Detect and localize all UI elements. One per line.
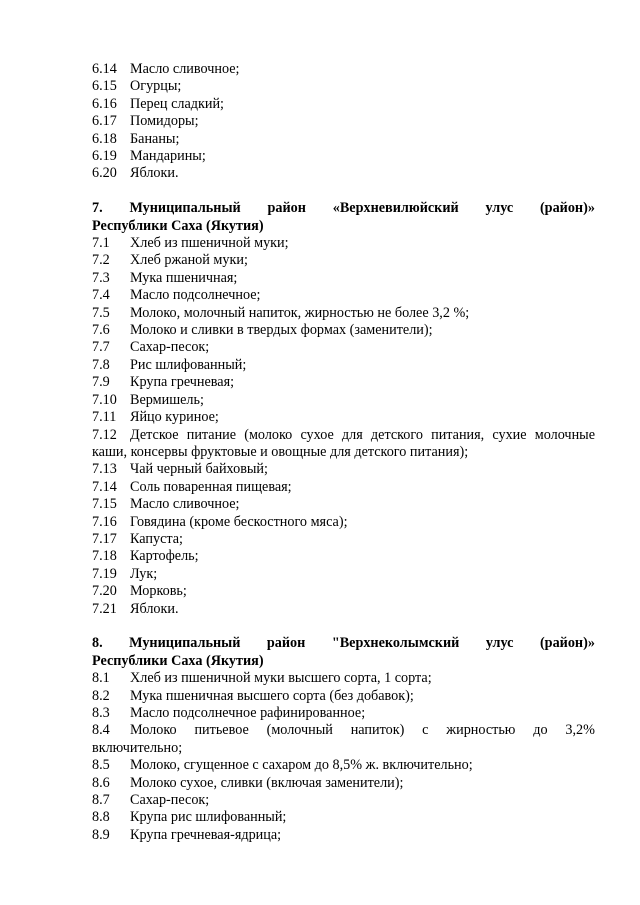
wrapped-first-line: [92, 722, 595, 739]
list-item: [92, 583, 595, 600]
list-item: [92, 78, 595, 95]
item-number: 6.20: [92, 165, 117, 182]
item-number: 7.12: [92, 426, 117, 443]
list-item: [92, 165, 595, 182]
heading-word: «Верхневилюйский: [332, 200, 459, 217]
list-item: [92, 809, 595, 826]
item-number: 7.21: [92, 600, 117, 617]
item-number: 8.4: [92, 722, 110, 739]
item-text: Крупа гречневая;: [130, 374, 235, 391]
item-text: Яблоки.: [130, 600, 179, 617]
item-number: 7.13: [92, 461, 117, 478]
heading-word: улус: [485, 200, 514, 217]
item-number: 7.16: [92, 513, 117, 530]
heading-word: Муниципальный: [129, 200, 241, 217]
item-number: 8.3: [92, 705, 110, 721]
item-text: Перец сладкий;: [130, 95, 224, 112]
item-text: Морковь;: [130, 583, 187, 600]
item-number: 8.1: [92, 670, 110, 687]
section-8-list: [92, 670, 595, 844]
list-item: [92, 461, 595, 478]
item-text: Масло сливочное;: [130, 61, 240, 77]
item-number: 6.18: [92, 130, 117, 147]
document-content: [92, 61, 595, 844]
heading-line: [92, 635, 595, 652]
heading-word: 8.: [92, 635, 103, 652]
list-item: [92, 287, 595, 304]
list-item: [92, 705, 595, 722]
section-7-list: [92, 235, 595, 618]
item-text: Помидоры;: [130, 113, 199, 130]
item-number: 8.2: [92, 687, 110, 704]
heading-word: район: [266, 635, 306, 652]
heading-word: (район)»: [539, 200, 595, 217]
item-number: 7.11: [92, 409, 117, 426]
heading-word: улус: [485, 635, 514, 652]
heading-line: [92, 200, 595, 217]
item-text: Рис шлифованный;: [130, 356, 247, 373]
item-number: 7.10: [92, 391, 117, 408]
wrapped-first-line: [92, 427, 595, 444]
item-number: 7.19: [92, 565, 117, 582]
list-item: [92, 548, 595, 565]
item-text: Чай черный байховый;: [130, 461, 268, 478]
item-word: 3,2%: [565, 722, 595, 739]
item-text: Мука пшеничная;: [130, 269, 238, 286]
item-number: 7.3: [92, 269, 110, 286]
item-text: Яблоки.: [130, 165, 179, 182]
item-text: Молоко, молочный напиток, жирностью не более 3,2 %;: [130, 304, 470, 321]
item-text: Крупа гречневая-ядрица;: [130, 826, 282, 843]
item-text: Хлеб из пшеничной муки высшего сорта, 1 сорта;: [130, 670, 432, 687]
list-item: [92, 775, 595, 792]
item-number: 8.9: [92, 826, 110, 843]
item-word: (молочный: [266, 722, 333, 739]
list-item: [92, 792, 595, 809]
item-number: 7.6: [92, 322, 110, 339]
item-text-continuation: каши, консервы фруктовые и овощные для детского питания);: [92, 443, 469, 460]
item-number: 7.5: [92, 304, 110, 321]
heading-word: Муниципальный: [129, 635, 241, 652]
item-text: Капуста;: [130, 530, 183, 547]
item-word: до: [533, 722, 548, 739]
item-text: Сахар-песок;: [130, 792, 210, 809]
item-text: Масло подсолнечное;: [130, 287, 261, 304]
list-item: [92, 61, 595, 78]
list-item: [92, 252, 595, 269]
item-text: Молоко и сливки в твердых формах (заменители);: [130, 322, 433, 339]
list-item: [92, 235, 595, 252]
item-number: 7.15: [92, 496, 117, 513]
item-text: Бананы;: [130, 130, 180, 147]
heading-line: Республики Саха (Якутия): [92, 652, 264, 669]
item-number: 7.1: [92, 235, 110, 252]
item-text: Лук;: [130, 565, 158, 582]
heading-word: район: [267, 200, 306, 217]
item-word: питьевое: [194, 722, 249, 739]
item-text: Хлеб ржаной муки;: [130, 252, 248, 269]
item-word: Молоко: [130, 722, 177, 739]
item-number: 7.7: [92, 339, 110, 356]
list-item: [92, 601, 595, 618]
item-number: 6.14: [92, 61, 117, 77]
list-item: [92, 531, 595, 548]
item-text: Вермишель;: [130, 391, 204, 408]
item-text: Масло сливочное;: [130, 496, 240, 513]
item-text: Мандарины;: [130, 148, 206, 165]
heading-line: Республики Саха (Якутия): [92, 217, 264, 234]
item-text: Сахар-песок;: [130, 339, 210, 356]
list-item: [92, 496, 595, 513]
list-item: [92, 339, 595, 356]
item-text: Огурцы;: [130, 78, 182, 95]
item-number: 8.8: [92, 809, 110, 826]
item-text: Детское питание (молоко сухое для детского питания, сухие молочные: [130, 426, 595, 443]
item-number: 7.14: [92, 478, 117, 495]
list-item: [92, 148, 595, 165]
list-item-wrapped: [92, 427, 595, 462]
list-item: [92, 670, 595, 687]
blank-line: [92, 618, 595, 635]
item-text: Масло подсолнечное рафинированное;: [130, 705, 366, 721]
list-item: [92, 96, 595, 113]
item-text-continuation: включительно;: [92, 739, 183, 756]
item-text: Крупа рис шлифованный;: [130, 809, 287, 826]
heading-word: 7.: [92, 200, 103, 217]
list-item: [92, 305, 595, 322]
list-item: [92, 270, 595, 287]
list-item-wrapped: [92, 722, 595, 757]
section-6-list: [92, 61, 595, 183]
item-text: Картофель;: [130, 548, 199, 565]
item-number: 7.4: [92, 287, 110, 304]
item-text: Молоко, сгущенное с сахаром до 8,5% ж. включительно;: [130, 757, 473, 774]
item-word: с: [422, 722, 429, 739]
item-text: Хлеб из пшеничной муки;: [130, 235, 289, 252]
list-item: [92, 322, 595, 339]
heading-word: (район)»: [539, 635, 595, 652]
section-8-heading: [92, 635, 595, 670]
item-number: 7.2: [92, 252, 110, 269]
list-item: [92, 409, 595, 426]
list-item: [92, 688, 595, 705]
item-number: 6.16: [92, 95, 117, 112]
item-number: 8.6: [92, 774, 110, 791]
item-text: Молоко сухое, сливки (включая заменители);: [130, 774, 404, 791]
item-text: Говядина (кроме бескостного мяса);: [130, 513, 348, 530]
item-word: жирностью: [446, 722, 516, 739]
list-item: [92, 392, 595, 409]
item-number: 6.19: [92, 148, 117, 165]
list-item: [92, 357, 595, 374]
list-item: [92, 374, 595, 391]
list-item: [92, 757, 595, 774]
item-number: 8.5: [92, 757, 110, 774]
heading-word: "Верхнеколымский: [331, 635, 460, 652]
list-item: [92, 113, 595, 130]
list-item: [92, 514, 595, 531]
item-number: 7.20: [92, 583, 117, 600]
list-item: [92, 131, 595, 148]
item-number: 6.17: [92, 113, 117, 130]
item-word: напиток): [350, 722, 405, 739]
list-item: [92, 827, 595, 844]
item-number: 7.8: [92, 356, 110, 373]
list-item: [92, 479, 595, 496]
item-text: Соль поваренная пищевая;: [130, 478, 292, 495]
list-item: [92, 566, 595, 583]
item-number: 6.15: [92, 78, 117, 95]
blank-line: [92, 183, 595, 200]
item-text: [130, 722, 595, 739]
item-number: 7.18: [92, 548, 117, 565]
item-number: 8.7: [92, 792, 110, 809]
item-number: 7.17: [92, 530, 117, 547]
item-text: Мука пшеничная высшего сорта (без добавок);: [130, 687, 414, 704]
item-number: 7.9: [92, 374, 110, 391]
section-7-heading: [92, 200, 595, 235]
item-text: Яйцо куриное;: [130, 409, 219, 426]
